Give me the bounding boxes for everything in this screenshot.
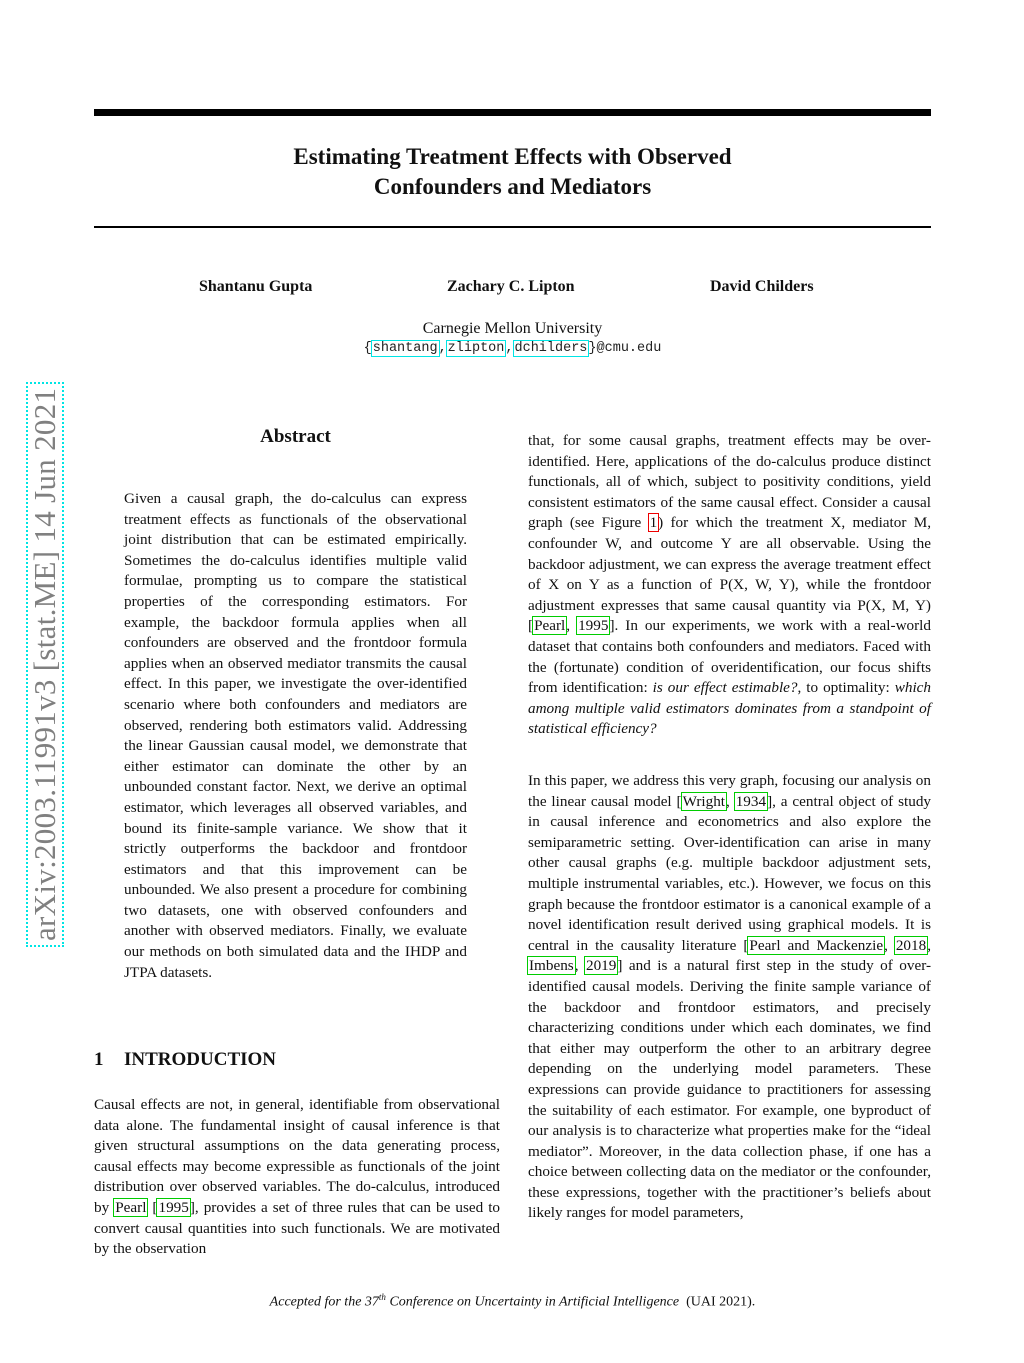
- intro-text: ], provides a set of three rules that can be used to convert causal quantities into such functionals. We are motivated by the observation: [94, 1198, 501, 1258]
- intro-text: that, for some causal graphs, treatment effects may be over-identified. Here, applications of the do-calculus produce distinct functionals, all of which, subject to positivity conditions, yield consistent estimators of the same causal effect. Consider a causal graph (see Figure: [528, 432, 931, 532]
- citation-pearl-1995[interactable]: 1995: [158, 1198, 189, 1216]
- footer-tail: (UAI 2021).: [686, 1294, 756, 1310]
- email-link-zlipton[interactable]: zlipton: [447, 341, 505, 356]
- figure-ref-1[interactable]: 1: [649, 514, 658, 532]
- title-line-2: Confounders and Mediators: [373, 174, 652, 199]
- intro-paragraph-2: that, for some causal graphs, treatment effects may be over-identified. Here, applications of the do-calculus produce distinct functionals, all of which, subject to positivity conditions, yield consistent estimators of the same causal effect. Consider a causal graph (see Figure 1) for which the treatment X, mediator M, confounder W, and outcome Y are all observable. Using the backdoor adjustment, we can express the average treatment effect of X on Y as a function of P(X, W, Y), while the frontdoor adjustment expresses that same causal quantity via P(X, M, Y) [Pearl, 1995]. In our experiments, we work with a real-world dataset that contains both confounders and mediators. Faced with the (fortunate) condition of overidentification, our focus shifts from identification: is our effect estimable?, to optimality: which among multiple valid estimators dominates from a standpoint of statistical efficiency?: [528, 432, 932, 738]
- footer-pre: Accepted for the 37: [269, 1294, 379, 1310]
- email-brace-open: {: [363, 341, 372, 356]
- intro-text: ] and is a natural first step in the study of over-identified causal models. Deriving the finite sample variance of the backdoor and frontdoor estimators, and precisely characterizing conditions under which each dominates, we find that either may outperform the other to an arbitrary degree depending on the underlying model parameters. These expressions can provide guidance to practitioners for assessing the suitability of each estimator. For example, one byproduct of our analysis is to characterize what properties make for the “ideal mediator”. Moreover, in the data collection phase, if one has a choice between collecting data on the mediator or the confounder, these expressions, together with the practitioner’s beliefs about likely ranges for model parameters,: [528, 957, 932, 1222]
- citation-pearl[interactable]: Pearl: [115, 1198, 147, 1216]
- email-line: [94, 339, 931, 359]
- footer-venue: Conference on Uncertainty in Artificial Intelligence: [385, 1294, 680, 1310]
- citation-pearl-mackenzie-2018[interactable]: 2018: [895, 936, 927, 954]
- intro-paragraph-1: Causal effects are not, in general, identifiable from observational data alone. The fundamental insight of causal inference is that given structural assumptions on the data generating process, causal effects may become expressible as functionals of the joint distribution over observed variables. The do-calculus, introduced by Pearl [1995], provides a set of three rules that can be used to convert causal quantities into such functionals. We are motivated by the observation: [94, 1096, 501, 1258]
- author-childers: David Childers: [710, 278, 814, 295]
- citation-pearl-mackenzie[interactable]: Pearl and Mackenzie: [749, 936, 884, 954]
- section-heading: [94, 1049, 276, 1071]
- citation-wright-1934[interactable]: 1934: [735, 792, 767, 810]
- affiliation: Carnegie Mellon University: [422, 320, 603, 337]
- footer-sup: th: [378, 1292, 386, 1302]
- citation-imbens-2019[interactable]: 2019: [585, 957, 617, 975]
- arxiv-identifier-link[interactable]: arXiv:2003.11991v3 [stat.ME] 14 Jun 2021: [28, 384, 62, 945]
- intro-text: ) for which the treatment X, mediator M, confounder W, and outcome Y are all observable. Using the backdoor adjustment, we can express the average treatment effect of X on Y as a function of P(X, W, Y), while the frontdoor adjustment expresses that same causal quantity via P(X, M, Y) [: [528, 514, 932, 635]
- question-estimable: is our effect estimable?: [652, 679, 798, 697]
- top-rule: [94, 109, 931, 116]
- citation-wright[interactable]: Wright: [682, 792, 726, 810]
- paper-title: [94, 142, 931, 202]
- abstract-text: Given a causal graph, the do-calculus can express treatment effects as functionals of the observational joint distribution that can be estimated empirically. Sometimes the do-calculus identifies multiple valid formulae, prompting us to compare the statistical properties of the corresponding estimators. For example, the backdoor formula applies when all confounders are observed and the frontdoor formula applies when an observed mediator transmits the causal effect. In this paper, we investigate the over-identified scenario where both confounders and mediators are observed, rendering both estimators valid. Addressing the linear Gaussian causal model, we demonstrate that either estimator can dominate the other by an unbounded constant factor. Next, we derive an optimal estimator, which leverages all observed variables, and bound its finite-sample variance. We show that it strictly outperforms the backdoor and frontdoor estimators and that this improvement can be unbounded. We also present a procedure for combining two datasets, one with observed confounders and another with observed mediators. Finally, we evaluate our methods on both simulated data and the IHDP and JTPA datasets.: [124, 490, 467, 981]
- citation-pearl[interactable]: Pearl: [534, 617, 566, 635]
- section-title: INTRODUCTION: [124, 1049, 277, 1070]
- intro-text: , to optimality:: [797, 679, 895, 697]
- email-link-shantang[interactable]: shantang: [372, 341, 438, 356]
- abstract-heading: Abstract: [260, 426, 331, 447]
- intro-text: Causal effects are not, in general, identifiable from observational data alone. The fundamental insight of causal inference is that given structural assumptions on the data generating process, causal effects may become expressible as functionals of the joint distribution over observed variables. The do-calculus, introduced by: [94, 1096, 500, 1216]
- email-sep-1: ,: [438, 341, 447, 356]
- title-rule: [94, 226, 931, 228]
- author-gupta: Shantanu Gupta: [199, 278, 313, 295]
- intro-paragraph-3: In this paper, we address this very graph, focusing our analysis on the linear causal model [Wright, 1934], a central object of study in causal inference and econometrics and also explore the semiparametric setting. Over-identification can arise in many other causal graphs (e.g. multiple backdoor adjustment sets, multiple instrumental variables, etc.). However, we focus on this graph because the frontdoor estimator is a canonical example of a novel identification result derived using graphical models. It is central in the causality literature [Pearl and Mackenzie, 2018, Imbens, 2019] and is a natural first step in the study of over-identified causal models. Deriving the finite sample variance of the backdoor and frontdoor estimators, and precisely characterizing conditions under which each dominates, we find that either may outperform the other to an arbitrary degree depending on the underlying model parameters. These expressions can provide guidance to practitioners for assessing the suitability of each estimator. For example, one byproduct of our analysis is to characterize what properties make for the “ideal mediator”. Moreover, in the data collection phase, if one has a choice between collecting data on the mediator or the confounder, these expressions, together with the practitioner’s beliefs about likely ranges for model parameters,: [528, 772, 932, 1222]
- title-line-1: Estimating Treatment Effects with Observed: [293, 144, 732, 169]
- question-optimality: which among multiple valid estimators dominates from a standpoint of statistical efficiency?: [528, 679, 931, 738]
- footer-note: [94, 1292, 931, 1311]
- intro-text: ]. In our experiments, we work with a real-world dataset that contains both confounders and mediators. Faced with the (fortunate) condition of overidentification, our focus shifts from identification:: [528, 617, 931, 697]
- email-domain: }@cmu.edu: [588, 341, 662, 356]
- email-link-dchilders[interactable]: dchilders: [514, 341, 588, 356]
- email-sep-2: ,: [505, 341, 514, 356]
- citation-pearl-1995[interactable]: 1995: [578, 617, 609, 635]
- intro-text: ], a central object of study in causal inference and econometrics and also explore the semiparametric setting. Over-identification can arise in many other causal graphs (e.g. multiple backdoor adjustment sets, multiple instrumental variables, etc.). However, we focus on this graph because the frontdoor estimator is a canonical example of a novel identification result derived using graphical models. It is central in the causality literature [: [528, 792, 932, 954]
- citation-imbens[interactable]: Imbens: [529, 957, 574, 975]
- affiliation-block: [94, 319, 931, 359]
- intro-text: In this paper, we address this very graph, focusing our analysis on the linear causal model [: [528, 772, 931, 810]
- section-number: 1: [94, 1049, 104, 1070]
- author-lipton: Zachary C. Lipton: [447, 278, 575, 295]
